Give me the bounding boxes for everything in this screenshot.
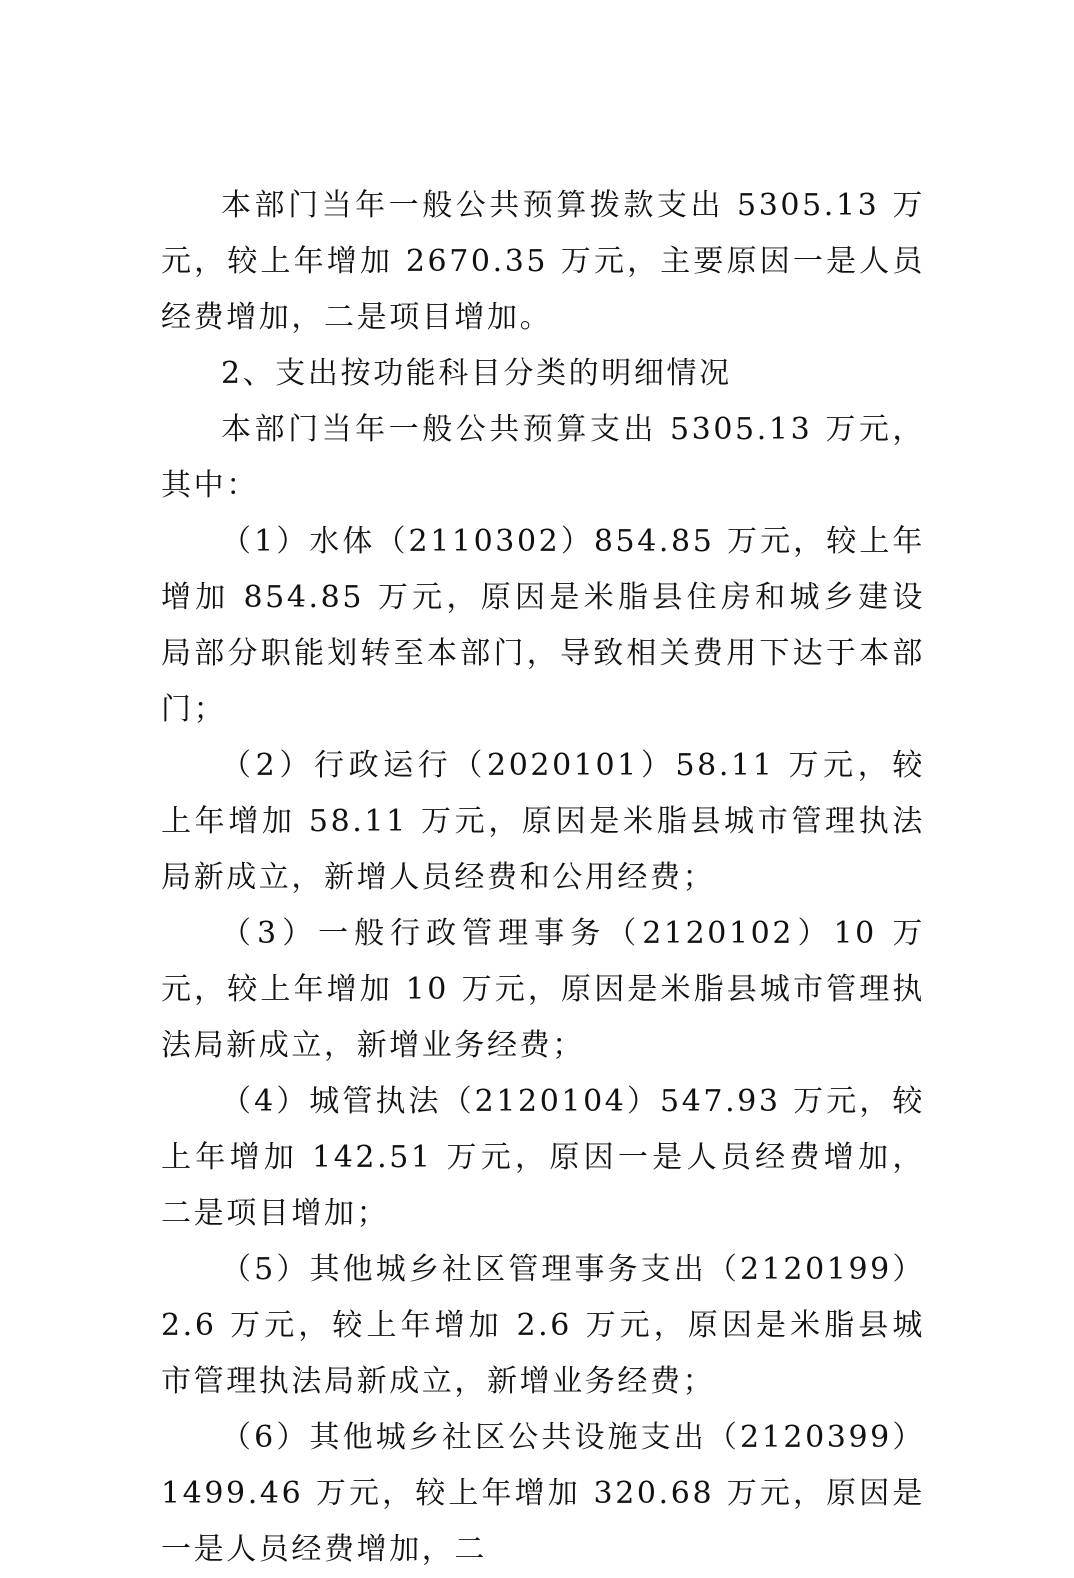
list-item-other-community-management: （5）其他城乡社区管理事务支出（2120199）2.6 万元，较上年增加 2.6 万元，原因是米脂县城市管理执法局新成立，新增业务经费； (161, 1252, 925, 1399)
document-page (161, 178, 925, 1578)
list-item-urban-enforcement: （4）城管执法（2120104）547.93 万元，较上年增加 142.51 万元，原因一是人员经费增加，二是项目增加； (161, 1084, 925, 1231)
paragraph-budget-summary: 本部门当年一般公共预算拨款支出 5305.13 万元，较上年增加 2670.35 万元，主要原因一是人员经费增加，二是项目增加。 (161, 188, 925, 335)
list-item-water-body: （1）水体（2110302）854.85 万元，较上年增加 854.85 万元，原因是米脂县住房和城乡建设局部分职能划转至本部门，导致相关费用下达于本部门； (161, 524, 925, 727)
section-heading-functional-breakdown: 2、支出按功能科目分类的明细情况 (221, 356, 732, 391)
paragraph-expenditure-intro: 本部门当年一般公共预算支出 5305.13 万元，其中： (161, 412, 925, 503)
list-item-administrative-operation: （2）行政运行（2020101）58.11 万元，较上年增加 58.11 万元，原因是米脂县城市管理执法局新成立，新增人员经费和公用经费； (161, 748, 925, 895)
list-item-other-community-facilities: （6）其他城乡社区公共设施支出（2120399）1499.46 万元，较上年增加 320.68 万元，原因是一是人员经费增加，二 (161, 1420, 925, 1567)
list-item-general-administration: （3）一般行政管理事务（2120102）10 万元，较上年增加 10 万元，原因是米脂县城市管理执法局新成立，新增业务经费； (161, 916, 925, 1063)
